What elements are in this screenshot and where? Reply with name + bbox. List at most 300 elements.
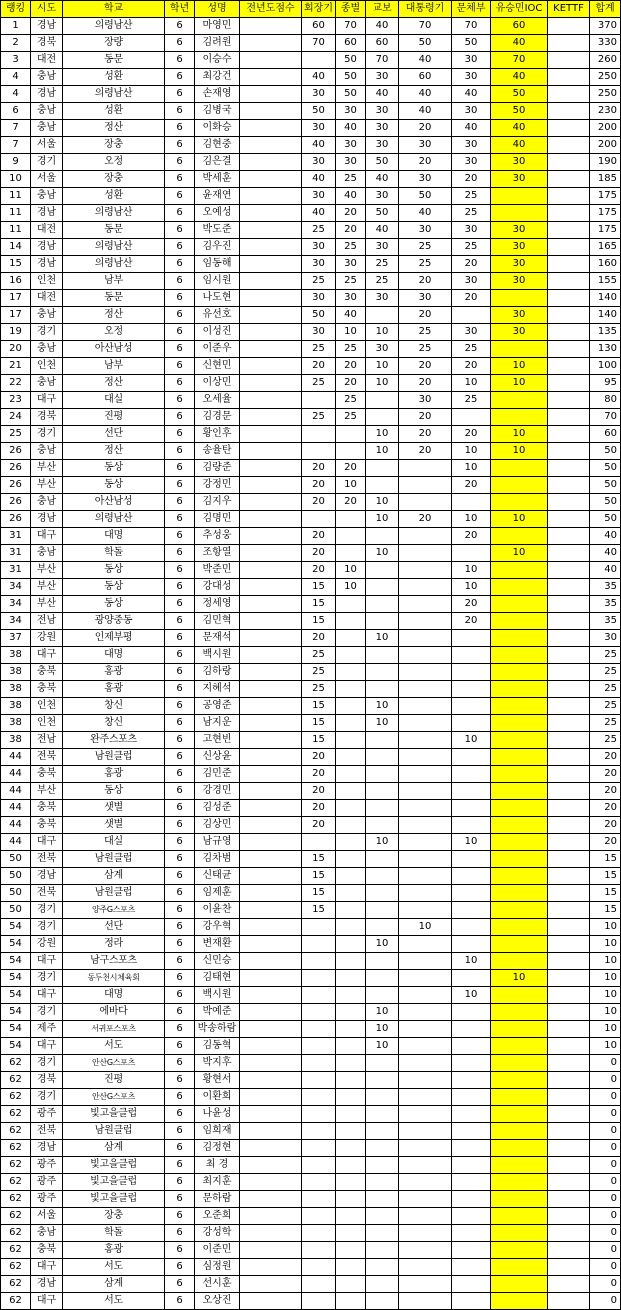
- grade-cell: 6: [165, 137, 195, 154]
- ioc-cell: [491, 834, 548, 851]
- kyobo-cell: 30: [366, 290, 399, 307]
- president-cup-cell: 20: [399, 154, 452, 171]
- kyobo-cell: [366, 1089, 399, 1106]
- name-cell: 최지훈: [195, 1174, 240, 1191]
- kyobo-cell: 40: [366, 171, 399, 188]
- ioc-cell: [491, 664, 548, 681]
- president-cup-cell: 50: [399, 188, 452, 205]
- region-cell: 전남: [31, 613, 63, 630]
- president-cup-cell: 25: [399, 324, 452, 341]
- ministry-cell: [452, 1004, 491, 1021]
- table-row: [1, 1174, 621, 1191]
- total-cell: 370: [590, 18, 621, 35]
- school-cell: 창신: [63, 715, 165, 732]
- chairman-cup-cell: 25: [302, 681, 336, 698]
- ministry-cell: 40: [452, 86, 491, 103]
- school-cell: 동상: [63, 562, 165, 579]
- name-cell: 강경민: [195, 783, 240, 800]
- table-row: [1, 783, 621, 800]
- prev-score-cell: [240, 443, 302, 460]
- grade-cell: 6: [165, 834, 195, 851]
- grade-cell: 6: [165, 528, 195, 545]
- total-cell: 20: [590, 749, 621, 766]
- region-cell: 충남: [31, 375, 63, 392]
- grade-cell: 6: [165, 290, 195, 307]
- school-cell: 양주G스포츠: [63, 902, 165, 919]
- ministry-cell: 10: [452, 579, 491, 596]
- kyobo-cell: [366, 1293, 399, 1310]
- chairman-cup-cell: 60: [302, 18, 336, 35]
- grade-cell: 6: [165, 1225, 195, 1242]
- kettf-cell: [548, 1191, 590, 1208]
- total-cell: 230: [590, 103, 621, 120]
- rank-cell: 11: [1, 222, 31, 239]
- ioc-cell: [491, 936, 548, 953]
- ministry-cell: [452, 1157, 491, 1174]
- rank-cell: 44: [1, 766, 31, 783]
- president-cup-cell: [399, 1208, 452, 1225]
- category-cell: 30: [336, 103, 366, 120]
- name-cell: 나도현: [195, 290, 240, 307]
- rank-cell: 44: [1, 749, 31, 766]
- kyobo-cell: 10: [366, 1021, 399, 1038]
- category-cell: [336, 664, 366, 681]
- table-row: [1, 596, 621, 613]
- total-cell: 260: [590, 52, 621, 69]
- grade-cell: 6: [165, 936, 195, 953]
- kyobo-cell: 10: [366, 834, 399, 851]
- table-row: [1, 613, 621, 630]
- prev-score-cell: [240, 919, 302, 936]
- table-row: [1, 851, 621, 868]
- column-header-grade: 학년: [165, 1, 195, 18]
- total-cell: 175: [590, 205, 621, 222]
- ioc-cell: [491, 341, 548, 358]
- kettf-cell: [548, 1004, 590, 1021]
- school-cell: 대실: [63, 392, 165, 409]
- grade-cell: 6: [165, 1208, 195, 1225]
- region-cell: 경기: [31, 1004, 63, 1021]
- ministry-cell: [452, 630, 491, 647]
- rank-cell: 50: [1, 885, 31, 902]
- chairman-cup-cell: 25: [302, 664, 336, 681]
- rank-cell: 17: [1, 307, 31, 324]
- prev-score-cell: [240, 409, 302, 426]
- president-cup-cell: 20: [399, 273, 452, 290]
- category-cell: [336, 902, 366, 919]
- prev-score-cell: [240, 239, 302, 256]
- ioc-cell: 30: [491, 307, 548, 324]
- ioc-cell: 40: [491, 35, 548, 52]
- ioc-cell: [491, 188, 548, 205]
- school-cell: 홍광: [63, 664, 165, 681]
- ministry-cell: 70: [452, 18, 491, 35]
- column-header-category: 종별: [336, 1, 366, 18]
- chairman-cup-cell: [302, 1191, 336, 1208]
- president-cup-cell: 30: [399, 171, 452, 188]
- grade-cell: 6: [165, 358, 195, 375]
- prev-score-cell: [240, 902, 302, 919]
- name-cell: 지혜석: [195, 681, 240, 698]
- ioc-cell: 50: [491, 86, 548, 103]
- kettf-cell: [548, 341, 590, 358]
- name-cell: 김민준: [195, 766, 240, 783]
- category-cell: [336, 1259, 366, 1276]
- table-row: [1, 460, 621, 477]
- prev-score-cell: [240, 120, 302, 137]
- category-cell: [336, 715, 366, 732]
- table-row: [1, 834, 621, 851]
- kettf-cell: [548, 1072, 590, 1089]
- chairman-cup-cell: 15: [302, 715, 336, 732]
- kyobo-cell: [366, 749, 399, 766]
- category-cell: [336, 749, 366, 766]
- category-cell: 30: [336, 290, 366, 307]
- ministry-cell: 30: [452, 324, 491, 341]
- prev-score-cell: [240, 1004, 302, 1021]
- kyobo-cell: [366, 579, 399, 596]
- kettf-cell: [548, 868, 590, 885]
- kettf-cell: [548, 511, 590, 528]
- president-cup-cell: 20: [399, 511, 452, 528]
- school-cell: 남원클럽: [63, 749, 165, 766]
- kyobo-cell: 30: [366, 188, 399, 205]
- region-cell: 경기: [31, 1055, 63, 1072]
- name-cell: 박송하람: [195, 1021, 240, 1038]
- total-cell: 10: [590, 987, 621, 1004]
- ministry-cell: 30: [452, 273, 491, 290]
- category-cell: [336, 868, 366, 885]
- prev-score-cell: [240, 1123, 302, 1140]
- total-cell: 0: [590, 1072, 621, 1089]
- region-cell: 대구: [31, 647, 63, 664]
- grade-cell: 6: [165, 749, 195, 766]
- ministry-cell: [452, 1021, 491, 1038]
- school-cell: 홍광: [63, 1242, 165, 1259]
- kettf-cell: [548, 579, 590, 596]
- president-cup-cell: 30: [399, 222, 452, 239]
- name-cell: 신태균: [195, 868, 240, 885]
- chairman-cup-cell: 30: [302, 324, 336, 341]
- prev-score-cell: [240, 1089, 302, 1106]
- president-cup-cell: 40: [399, 103, 452, 120]
- region-cell: 인천: [31, 698, 63, 715]
- region-cell: 경남: [31, 86, 63, 103]
- total-cell: 25: [590, 681, 621, 698]
- name-cell: 김량준: [195, 460, 240, 477]
- rank-cell: 54: [1, 1004, 31, 1021]
- kyobo-cell: [366, 596, 399, 613]
- rank-cell: 24: [1, 409, 31, 426]
- kyobo-cell: [366, 1157, 399, 1174]
- ioc-cell: [491, 460, 548, 477]
- table-row: [1, 18, 621, 35]
- prev-score-cell: [240, 307, 302, 324]
- chairman-cup-cell: 25: [302, 273, 336, 290]
- name-cell: 심정원: [195, 1259, 240, 1276]
- total-cell: 140: [590, 290, 621, 307]
- grade-cell: 6: [165, 732, 195, 749]
- category-cell: 30: [336, 256, 366, 273]
- prev-score-cell: [240, 290, 302, 307]
- grade-cell: 6: [165, 341, 195, 358]
- kyobo-cell: [366, 732, 399, 749]
- region-cell: 광주: [31, 1106, 63, 1123]
- kettf-cell: [548, 137, 590, 154]
- chairman-cup-cell: 15: [302, 885, 336, 902]
- region-cell: 전북: [31, 749, 63, 766]
- kyobo-cell: 10: [366, 494, 399, 511]
- table-row: [1, 749, 621, 766]
- total-cell: 0: [590, 1089, 621, 1106]
- table-row: [1, 426, 621, 443]
- grade-cell: 6: [165, 511, 195, 528]
- table-row: [1, 1259, 621, 1276]
- ioc-cell: [491, 613, 548, 630]
- kettf-cell: [548, 222, 590, 239]
- region-cell: 부산: [31, 783, 63, 800]
- ioc-cell: 40: [491, 69, 548, 86]
- total-cell: 10: [590, 1021, 621, 1038]
- column-header-total: 합계: [590, 1, 621, 18]
- prev-score-cell: [240, 426, 302, 443]
- table-row: [1, 1021, 621, 1038]
- school-cell: 안산G스포츠: [63, 1089, 165, 1106]
- category-cell: [336, 528, 366, 545]
- ioc-cell: [491, 868, 548, 885]
- kettf-cell: [548, 953, 590, 970]
- school-cell: 동상: [63, 477, 165, 494]
- kyobo-cell: [366, 1225, 399, 1242]
- region-cell: 대전: [31, 222, 63, 239]
- grade-cell: 6: [165, 1021, 195, 1038]
- rank-cell: 38: [1, 698, 31, 715]
- category-cell: 50: [336, 69, 366, 86]
- region-cell: 부산: [31, 596, 63, 613]
- chairman-cup-cell: 70: [302, 35, 336, 52]
- chairman-cup-cell: 40: [302, 171, 336, 188]
- kyobo-cell: 60: [366, 35, 399, 52]
- president-cup-cell: [399, 732, 452, 749]
- name-cell: 김정현: [195, 1140, 240, 1157]
- prev-score-cell: [240, 35, 302, 52]
- total-cell: 185: [590, 171, 621, 188]
- kyobo-cell: [366, 1259, 399, 1276]
- prev-score-cell: [240, 103, 302, 120]
- school-cell: 남부: [63, 358, 165, 375]
- table-row: [1, 1004, 621, 1021]
- region-cell: 충남: [31, 341, 63, 358]
- president-cup-cell: [399, 766, 452, 783]
- chairman-cup-cell: 20: [302, 749, 336, 766]
- kettf-cell: [548, 171, 590, 188]
- ministry-cell: 30: [452, 222, 491, 239]
- name-cell: 변재환: [195, 936, 240, 953]
- region-cell: 서울: [31, 137, 63, 154]
- kyobo-cell: [366, 613, 399, 630]
- name-cell: 신민승: [195, 953, 240, 970]
- chairman-cup-cell: 50: [302, 103, 336, 120]
- president-cup-cell: [399, 1106, 452, 1123]
- prev-score-cell: [240, 341, 302, 358]
- kettf-cell: [548, 273, 590, 290]
- table-row: [1, 137, 621, 154]
- table-row: [1, 987, 621, 1004]
- school-cell: 서도: [63, 1259, 165, 1276]
- chairman-cup-cell: [302, 1293, 336, 1310]
- kyobo-cell: [366, 1055, 399, 1072]
- chairman-cup-cell: [302, 970, 336, 987]
- region-cell: 충남: [31, 120, 63, 137]
- region-cell: 충남: [31, 69, 63, 86]
- region-cell: 전북: [31, 851, 63, 868]
- category-cell: [336, 1055, 366, 1072]
- ioc-cell: [491, 851, 548, 868]
- column-header-school: 학교: [63, 1, 165, 18]
- rank-cell: 15: [1, 256, 31, 273]
- grade-cell: 6: [165, 52, 195, 69]
- ioc-cell: [491, 1123, 548, 1140]
- kyobo-cell: 10: [366, 358, 399, 375]
- grade-cell: 6: [165, 851, 195, 868]
- chairman-cup-cell: [302, 1089, 336, 1106]
- category-cell: [336, 1157, 366, 1174]
- grade-cell: 6: [165, 885, 195, 902]
- total-cell: 0: [590, 1242, 621, 1259]
- chairman-cup-cell: 15: [302, 902, 336, 919]
- kyobo-cell: 10: [366, 511, 399, 528]
- ioc-cell: [491, 1106, 548, 1123]
- category-cell: [336, 766, 366, 783]
- school-cell: 의령남산: [63, 511, 165, 528]
- ioc-cell: 30: [491, 324, 548, 341]
- ministry-cell: [452, 1259, 491, 1276]
- school-cell: 장충: [63, 137, 165, 154]
- prev-score-cell: [240, 18, 302, 35]
- rank-cell: 4: [1, 86, 31, 103]
- president-cup-cell: [399, 460, 452, 477]
- kettf-cell: [548, 919, 590, 936]
- ioc-cell: [491, 783, 548, 800]
- kyobo-cell: [366, 307, 399, 324]
- president-cup-cell: [399, 528, 452, 545]
- kettf-cell: [548, 460, 590, 477]
- total-cell: 200: [590, 120, 621, 137]
- category-cell: 70: [336, 18, 366, 35]
- prev-score-cell: [240, 69, 302, 86]
- president-cup-cell: 30: [399, 392, 452, 409]
- grade-cell: 6: [165, 1106, 195, 1123]
- president-cup-cell: [399, 1242, 452, 1259]
- school-cell: 동문: [63, 52, 165, 69]
- chairman-cup-cell: [302, 52, 336, 69]
- ministry-cell: 20: [452, 477, 491, 494]
- rank-cell: 54: [1, 1021, 31, 1038]
- ministry-cell: [452, 936, 491, 953]
- rank-cell: 38: [1, 715, 31, 732]
- table-row: [1, 579, 621, 596]
- ioc-cell: 40: [491, 120, 548, 137]
- school-cell: 성환: [63, 188, 165, 205]
- category-cell: 25: [336, 341, 366, 358]
- category-cell: [336, 545, 366, 562]
- president-cup-cell: [399, 1021, 452, 1038]
- school-cell: 창신: [63, 698, 165, 715]
- rank-cell: 38: [1, 647, 31, 664]
- prev-score-cell: [240, 681, 302, 698]
- school-cell: 대명: [63, 987, 165, 1004]
- total-cell: 20: [590, 800, 621, 817]
- ministry-cell: [452, 800, 491, 817]
- total-cell: 35: [590, 579, 621, 596]
- name-cell: 임희재: [195, 1123, 240, 1140]
- prev-score-cell: [240, 273, 302, 290]
- region-cell: 경기: [31, 426, 63, 443]
- kettf-cell: [548, 528, 590, 545]
- president-cup-cell: [399, 1055, 452, 1072]
- total-cell: 0: [590, 1191, 621, 1208]
- table-row: [1, 1276, 621, 1293]
- total-cell: 10: [590, 970, 621, 987]
- kettf-cell: [548, 766, 590, 783]
- kettf-cell: [548, 851, 590, 868]
- president-cup-cell: [399, 1225, 452, 1242]
- prev-score-cell: [240, 936, 302, 953]
- region-cell: 대구: [31, 392, 63, 409]
- total-cell: 0: [590, 1174, 621, 1191]
- category-cell: 40: [336, 120, 366, 137]
- name-cell: 박예준: [195, 1004, 240, 1021]
- ministry-cell: [452, 1276, 491, 1293]
- total-cell: 15: [590, 851, 621, 868]
- president-cup-cell: [399, 1140, 452, 1157]
- kettf-cell: [548, 902, 590, 919]
- region-cell: 부산: [31, 477, 63, 494]
- chairman-cup-cell: [302, 1259, 336, 1276]
- table-row: [1, 120, 621, 137]
- ioc-cell: [491, 562, 548, 579]
- chairman-cup-cell: 25: [302, 409, 336, 426]
- table-row: [1, 698, 621, 715]
- category-cell: [336, 613, 366, 630]
- grade-cell: 6: [165, 1259, 195, 1276]
- region-cell: 경남: [31, 18, 63, 35]
- category-cell: 25: [336, 171, 366, 188]
- category-cell: [336, 936, 366, 953]
- ioc-cell: [491, 1157, 548, 1174]
- kyobo-cell: [366, 868, 399, 885]
- table-row: [1, 392, 621, 409]
- school-cell: 동두천시체육회: [63, 970, 165, 987]
- total-cell: 200: [590, 137, 621, 154]
- category-cell: [336, 732, 366, 749]
- rank-cell: 37: [1, 630, 31, 647]
- president-cup-cell: 20: [399, 120, 452, 137]
- name-cell: 김병국: [195, 103, 240, 120]
- prev-score-cell: [240, 324, 302, 341]
- category-cell: 10: [336, 324, 366, 341]
- prev-score-cell: [240, 1055, 302, 1072]
- rank-cell: 7: [1, 120, 31, 137]
- prev-score-cell: [240, 86, 302, 103]
- grade-cell: 6: [165, 1089, 195, 1106]
- kyobo-cell: 25: [366, 273, 399, 290]
- ioc-cell: [491, 205, 548, 222]
- total-cell: 20: [590, 783, 621, 800]
- prev-score-cell: [240, 392, 302, 409]
- grade-cell: 6: [165, 987, 195, 1004]
- grade-cell: 6: [165, 35, 195, 52]
